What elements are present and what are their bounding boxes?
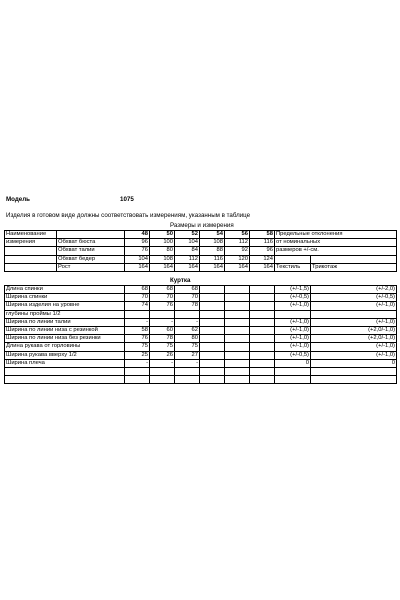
body-measurements-table	[4, 230, 397, 272]
cell: 70	[125, 294, 150, 302]
tolerance-knit: (+/-1,0)	[311, 343, 397, 351]
table-row	[5, 376, 397, 384]
tolerance-knit-label: Трикотаж	[311, 263, 397, 271]
row-label	[5, 376, 125, 384]
cell: 164	[125, 263, 150, 271]
cell: 164	[150, 263, 175, 271]
cell	[5, 255, 57, 263]
cell: 74	[125, 302, 150, 310]
cell	[150, 376, 175, 384]
cell	[200, 359, 225, 367]
row-label: Длина спинки	[5, 286, 125, 294]
table-row	[5, 302, 397, 310]
row-label: Обхват бюста	[57, 239, 125, 247]
tolerance-textile	[275, 368, 311, 376]
cell	[200, 335, 225, 343]
name-header-2: измерения	[5, 239, 57, 247]
garment-measurements-table	[4, 285, 397, 384]
row-label: Длина рукава от горловины	[5, 343, 125, 351]
cell	[225, 359, 250, 367]
row-label: Ширина по линии талии	[5, 318, 125, 326]
table-row	[5, 351, 397, 359]
row-label: Ширина спинки	[5, 294, 125, 302]
cell: 108	[200, 239, 225, 247]
tolerance-textile: (+/-1,5)	[275, 286, 311, 294]
cell: 124	[250, 255, 275, 263]
cell: -	[125, 359, 150, 367]
cell: 75	[175, 343, 200, 351]
name-header-spacer	[57, 231, 125, 239]
cell	[275, 255, 311, 263]
cell	[200, 302, 225, 310]
tolerance-knit: (+2,0/-1,0)	[311, 327, 397, 335]
cell: 27	[175, 351, 200, 359]
cell	[250, 335, 275, 343]
cell	[225, 368, 250, 376]
cell: 164	[225, 263, 250, 271]
cell: 80	[150, 247, 175, 255]
row-label: глубины проймы 1/2	[5, 310, 125, 318]
tolerance-knit: (+/-1,0)	[311, 302, 397, 310]
cell: 68	[150, 286, 175, 294]
row-label: Ширина плеча	[5, 359, 125, 367]
measurement-note: Изделия в готовом виде должны соответствовать измерениям, указанным в таблице	[6, 212, 251, 219]
cell	[225, 351, 250, 359]
tolerance-textile	[275, 376, 311, 384]
cell: 88	[200, 247, 225, 255]
cell: 164	[175, 263, 200, 271]
table-row	[5, 286, 397, 294]
cell	[250, 327, 275, 335]
cell	[225, 286, 250, 294]
cell: 70	[175, 294, 200, 302]
cell: 100	[150, 239, 175, 247]
cell	[200, 351, 225, 359]
cell	[225, 318, 250, 326]
row-label: Обхват бедер	[57, 255, 125, 263]
model-label: Модель	[6, 196, 30, 203]
cell: 164	[200, 263, 225, 271]
cell: 108	[150, 255, 175, 263]
cell	[225, 376, 250, 384]
cell: 104	[175, 239, 200, 247]
tolerance-knit: 0	[311, 359, 397, 367]
tolerance-knit: (+/-0,5)	[311, 294, 397, 302]
cell	[225, 302, 250, 310]
cell: 75	[125, 343, 150, 351]
cell: -	[150, 318, 175, 326]
cell	[250, 343, 275, 351]
table-row	[5, 335, 397, 343]
cell	[125, 368, 150, 376]
cell	[200, 310, 225, 318]
cell: 116	[250, 239, 275, 247]
cell: 120	[225, 255, 250, 263]
tolerance-knit: (+/-2,0)	[311, 286, 397, 294]
model-number: 1075	[120, 196, 134, 203]
cell: 75	[150, 343, 175, 351]
tolerance-textile: 0	[275, 359, 311, 367]
header-row	[5, 231, 397, 239]
cell: 80	[175, 335, 200, 343]
row-label: Ширина изделия на уровне	[5, 302, 125, 310]
cell	[225, 335, 250, 343]
table-row	[5, 294, 397, 302]
cell	[250, 376, 275, 384]
table-row	[5, 247, 397, 255]
cell: 78	[175, 302, 200, 310]
tolerance-textile: (+/-1,0)	[275, 335, 311, 343]
cell: 112	[225, 239, 250, 247]
table-row	[5, 327, 397, 335]
cell: 116	[200, 255, 225, 263]
cell	[225, 327, 250, 335]
cell: 96	[125, 239, 150, 247]
table-row	[5, 263, 397, 271]
cell: 84	[175, 247, 200, 255]
cell	[200, 368, 225, 376]
cell: 76	[125, 247, 150, 255]
cell: 92	[225, 247, 250, 255]
tolerance-knit: (+/-1,0)	[311, 351, 397, 359]
cell	[225, 294, 250, 302]
cell	[225, 343, 250, 351]
cell	[200, 327, 225, 335]
cell	[150, 368, 175, 376]
tolerance-textile-label: Текстиль	[275, 263, 311, 271]
cell: 26	[150, 351, 175, 359]
table-row	[5, 368, 397, 376]
tolerance-knit	[311, 310, 397, 318]
name-header-1: Наименование	[5, 231, 57, 239]
tolerance-textile: (+/-1,0)	[275, 327, 311, 335]
cell	[175, 376, 200, 384]
section-title: Куртка	[170, 277, 191, 284]
cell: -	[150, 359, 175, 367]
cell	[250, 368, 275, 376]
deviation-header-3: размеров +/-см.	[275, 247, 397, 255]
cell: 60	[150, 327, 175, 335]
table-row	[5, 359, 397, 367]
cell	[125, 310, 150, 318]
cell	[311, 255, 397, 263]
cell	[250, 359, 275, 367]
cell	[175, 368, 200, 376]
deviation-header-1: Предельные отклонения	[275, 231, 397, 239]
size-48: 48	[125, 231, 150, 239]
tolerance-knit: (+2,0/-1,0)	[311, 335, 397, 343]
cell: 78	[150, 335, 175, 343]
cell	[250, 351, 275, 359]
table-row	[5, 255, 397, 263]
size-50: 50	[150, 231, 175, 239]
cell	[225, 310, 250, 318]
cell	[200, 318, 225, 326]
tolerance-knit	[311, 368, 397, 376]
table-row	[5, 318, 397, 326]
cell: 70	[150, 294, 175, 302]
size-52: 52	[175, 231, 200, 239]
cell: 104	[125, 255, 150, 263]
cell: 68	[175, 286, 200, 294]
cell: 76	[150, 302, 175, 310]
cell: 62	[175, 327, 200, 335]
row-label: Ширина рукава вверху 1/2	[5, 351, 125, 359]
tolerance-textile: (+/-1,0)	[275, 318, 311, 326]
deviation-header-2: от номинальных	[275, 239, 397, 247]
row-label: Обхват талии	[57, 247, 125, 255]
cell: 96	[250, 247, 275, 255]
cell	[5, 247, 57, 255]
cell: 25	[125, 351, 150, 359]
cell: -	[175, 318, 200, 326]
table-row	[5, 343, 397, 351]
cell	[200, 294, 225, 302]
tolerance-textile: (+/-0,5)	[275, 294, 311, 302]
row-label	[5, 368, 125, 376]
tolerance-textile	[275, 310, 311, 318]
cell	[200, 376, 225, 384]
cell	[250, 294, 275, 302]
cell: 112	[175, 255, 200, 263]
row-label: Рост	[57, 263, 125, 271]
cell	[5, 263, 57, 271]
tolerance-knit	[311, 376, 397, 384]
size-58: 58	[250, 231, 275, 239]
tolerance-textile: (+/-1,0)	[275, 343, 311, 351]
cell	[125, 376, 150, 384]
table-row	[5, 239, 397, 247]
sizes-header: Размеры и измерения	[170, 222, 234, 229]
cell: 164	[250, 263, 275, 271]
cell: 58	[125, 327, 150, 335]
cell	[200, 286, 225, 294]
tolerance-textile: (+/-1,0)	[275, 302, 311, 310]
cell	[150, 310, 175, 318]
size-54: 54	[200, 231, 225, 239]
cell	[200, 343, 225, 351]
cell	[250, 286, 275, 294]
tolerance-knit: (+/-1,0)	[311, 318, 397, 326]
cell	[250, 310, 275, 318]
size-56: 56	[225, 231, 250, 239]
cell: 76	[125, 335, 150, 343]
row-label: Ширина по линии низа с резинкой	[5, 327, 125, 335]
cell	[250, 318, 275, 326]
cell: 68	[125, 286, 150, 294]
cell	[175, 310, 200, 318]
cell	[250, 302, 275, 310]
row-label: Ширина по линии низа без резинки	[5, 335, 125, 343]
cell: -	[175, 359, 200, 367]
table-row	[5, 310, 397, 318]
cell: -	[125, 318, 150, 326]
tolerance-textile: (+/-0,5)	[275, 351, 311, 359]
